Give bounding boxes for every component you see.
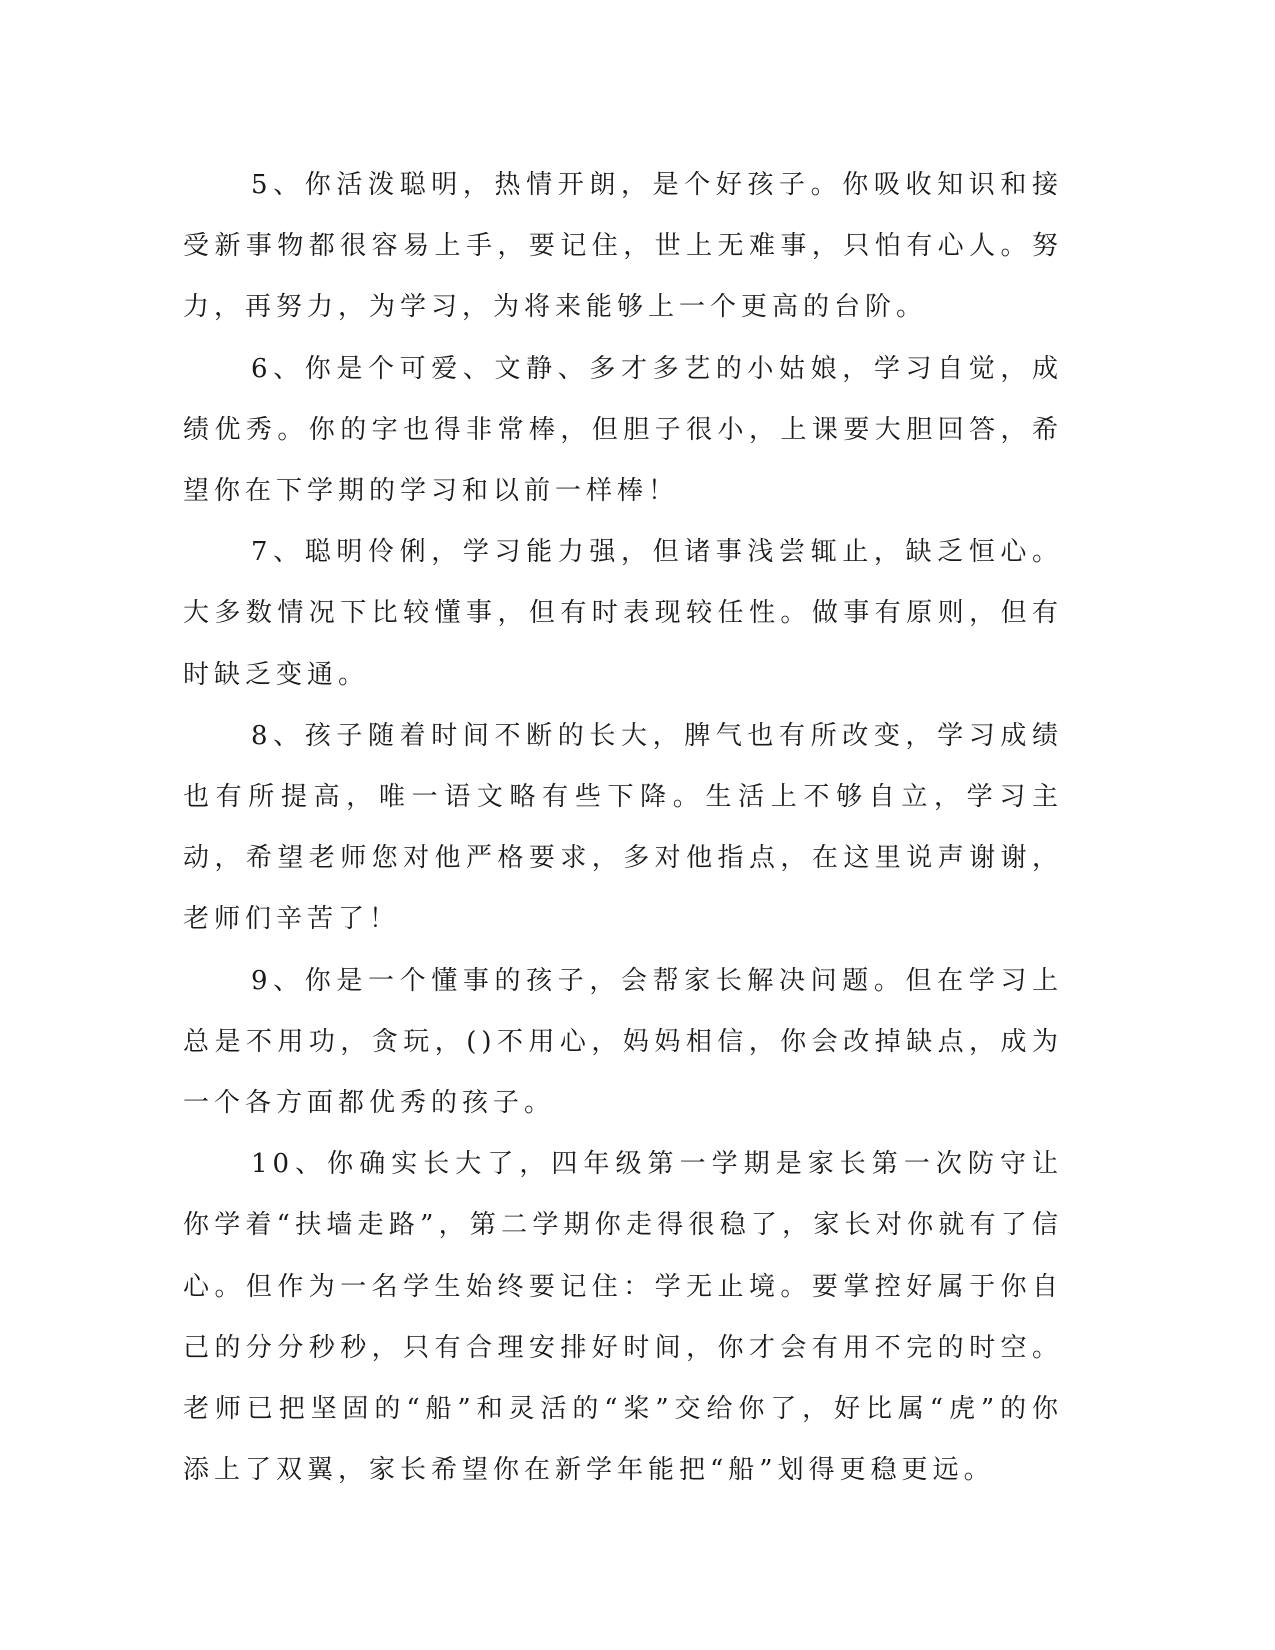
paragraph-10: 10、你确实长大了，四年级第一学期是家长第一次防守让你学着“扶墙走路”，第二学期你走得很稳了，家长对你就有了信心。但作为一名学生始终要记住：学无止境。要掌控好属于你自己的分分秒秒，只有合理安排好时间，你才会有用不完的时空。老师已把坚固的“船”和灵活的“桨”交给你了，好比属“虎”的你添上了双翼，家长希望你在新学年能把“船”划得更稳更远。 [183, 1149, 1063, 1486]
paragraph-7: 7、聪明伶俐，学习能力强，但诸事浅尝辄止，缺乏恒心。大多数情况下比较懂事，但有时表现较任性。做事有原则，但有时缺乏变通。 [183, 537, 1063, 690]
paragraph-8: 8、孩子随着时间不断的长大，脾气也有所改变，学习成绩也有所提高，唯一语文略有些下降。生活上不够自立，学习主动，希望老师您对他严格要求，多对他指点，在这里说声谢谢，老师们辛苦了！ [183, 720, 1063, 935]
paragraph-9: 9、你是一个懂事的孩子，会帮家长解决问题。但在学习上总是不用功，贪玩，()不用心，妈妈相信，你会改掉缺点，成为一个各方面都优秀的孩子。 [183, 965, 1063, 1119]
paragraph-5: 5、你活泼聪明，热情开朗，是个好孩子。你吸收知识和接受新事物都很容易上手，要记住，世上无难事，只怕有心人。努力，再努力，为学习，为将来能够上一个更高的台阶。 [183, 170, 1063, 323]
document-body [183, 155, 1063, 1501]
paragraph-6: 6、你是个可爱、文静、多才多艺的小姑娘，学习自觉，成绩优秀。你的字也得非常棒，但胆子很小，上课要大胆回答，希望你在下学期的学习和以前一样棒！ [183, 353, 1063, 507]
